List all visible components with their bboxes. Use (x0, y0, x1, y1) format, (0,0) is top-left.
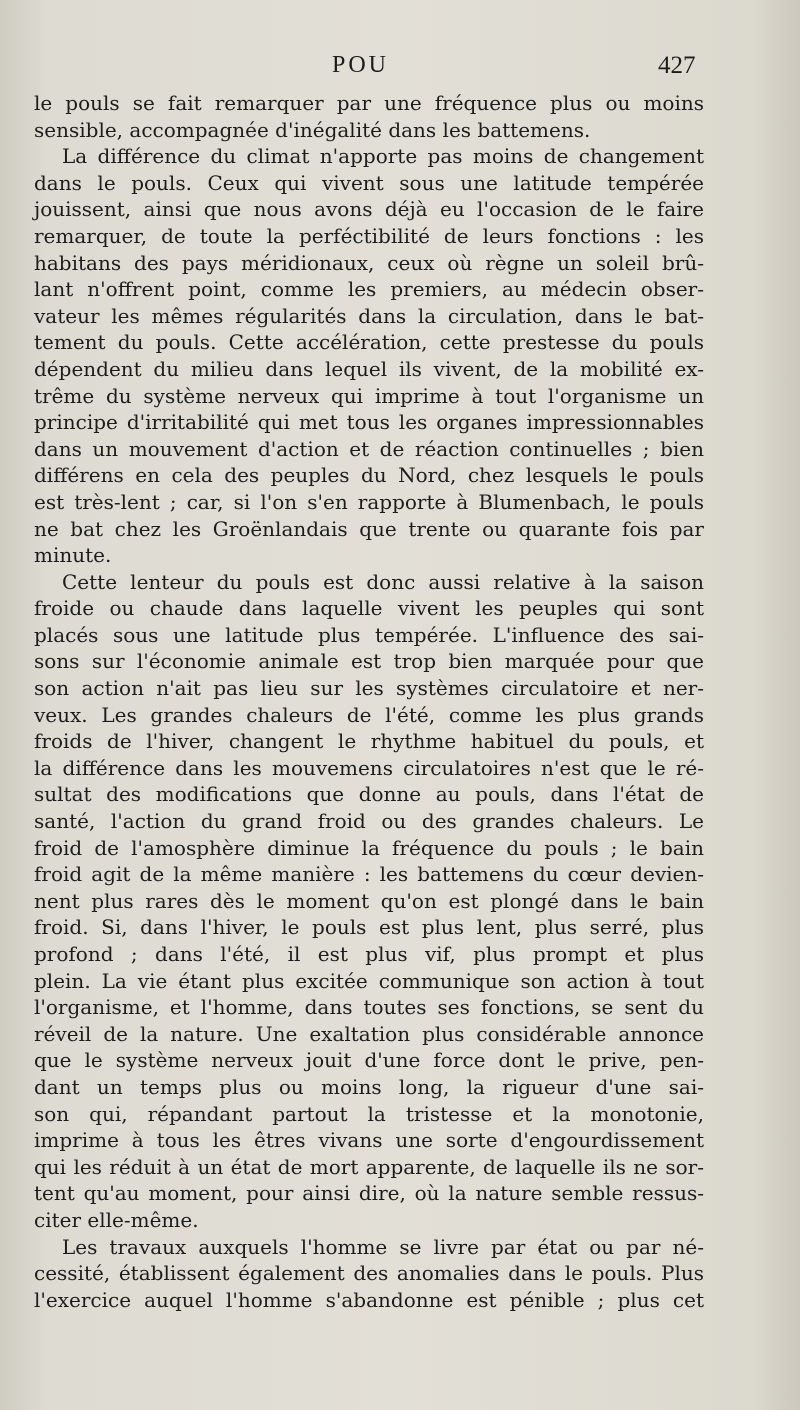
text-line: est très-lent ; car, si l'on s'en rapporte à Blumenbach, le pouls (34, 489, 704, 514)
text-line: froids de l'hiver, changent le rhythme habituel du pouls, et (34, 729, 704, 754)
paragraph (34, 1234, 704, 1314)
text-line: dans un mouvement d'action et de réaction continuelles ; bien (34, 436, 704, 461)
paragraph (34, 90, 704, 143)
text-line: principe d'irritabilité qui met tous les organes impressionnables (34, 410, 704, 435)
paragraph (34, 569, 704, 1234)
text-line: réveil de la nature. Une exaltation plus considérable annonce (34, 1021, 704, 1046)
text-line: jouissent, ainsi que nous avons déjà eu l'occasion de le faire (34, 197, 704, 222)
text-line: son qui, répandant partout la tristesse et la monotonie, (34, 1101, 704, 1126)
text-line: cessité, établissent également des anomalies dans le pouls. Plus (34, 1261, 704, 1286)
text-line: placés sous une latitude plus tempérée. L'influence des sai- (34, 622, 704, 647)
text-line: tement du pouls. Cette accélération, cette prestesse du pouls (34, 330, 704, 355)
text-line: vateur les mêmes régularités dans la circulation, dans le bat- (34, 303, 704, 328)
text-line: le pouls se fait remarquer par une fréquence plus ou moins (34, 91, 704, 115)
text-line: sons sur l'économie animale est trop bien marquée pour que (34, 649, 704, 674)
text-line: plein. La vie étant plus excitée communique son action à tout (34, 968, 704, 993)
text-line: Cette lenteur du pouls est donc aussi relative à la saison (62, 569, 704, 594)
body-text (34, 90, 704, 1313)
text-line: santé, l'action du grand froid ou des grandes chaleurs. Le (34, 809, 704, 834)
page-number: 427 (658, 52, 696, 79)
text-line: dant un temps plus ou moins long, la rigueur d'une sai- (34, 1074, 704, 1099)
text-line: veux. Les grandes chaleurs de l'été, comme les plus grands (34, 702, 704, 727)
text-line: imprime à tous les êtres vivans une sorte d'engourdissement (34, 1128, 704, 1153)
text-line: nent plus rares dès le moment qu'on est plongé dans le bain (34, 888, 704, 913)
text-line: trême du système nerveux qui imprime à tout l'organisme un (34, 383, 704, 408)
text-line: La différence du climat n'apporte pas moins de changement (62, 144, 704, 169)
text-line: froid de l'amosphère diminue la fréquence du pouls ; le bain (34, 835, 704, 860)
running-head-title: POU (332, 52, 390, 78)
text-line: que le système nerveux jouit d'une force dont le prive, pen- (34, 1048, 704, 1073)
text-line: minute. (34, 543, 112, 568)
text-line: son action n'ait pas lieu sur les systèmes circulatoire et ner- (34, 676, 704, 701)
text-line: dans le pouls. Ceux qui vivent sous une latitude tempérée (34, 170, 704, 195)
text-line: habitans des pays méridionaux, ceux où règne un soleil brû- (34, 250, 704, 275)
text-line: qui les réduit à un état de mort apparente, de laquelle ils ne sor- (34, 1154, 704, 1179)
paragraph (34, 143, 704, 569)
text-line: l'organisme, et l'homme, dans toutes ses fonctions, se sent du (34, 995, 704, 1020)
text-line: différens en cela des peuples du Nord, chez lesquels le pouls (34, 463, 704, 488)
text-line: sultat des modifications que donne au pouls, dans l'état de (34, 782, 704, 807)
text-line: dépendent du milieu dans lequel ils vivent, de la mobilité ex- (34, 356, 704, 381)
running-header (0, 52, 800, 86)
text-line: tent qu'au moment, pour ainsi dire, où la nature semble ressus- (34, 1181, 704, 1206)
text-line: Les travaux auxquels l'homme se livre par état ou par né- (62, 1234, 704, 1259)
text-line: froide ou chaude dans laquelle vivent les peuples qui sont (34, 596, 704, 621)
text-line: froid agit de la même manière : les battemens du cœur devien- (34, 862, 704, 887)
text-line: ne bat chez les Groënlandais que trente ou quarante fois par (34, 516, 704, 541)
text-line: remarquer, de toute la perféctibilité de leurs fonctions : les (34, 223, 704, 248)
text-line: sensible, accompagnée d'inégalité dans les battemens. (34, 117, 591, 142)
text-line: profond ; dans l'été, il est plus vif, plus prompt et plus (34, 942, 704, 966)
text-line: l'exercice auquel l'homme s'abandonne est pénible ; plus cet (34, 1287, 704, 1312)
text-line: lant n'offrent point, comme les premiers, au médecin obser- (34, 277, 704, 302)
text-line: la différence dans les mouvemens circulatoires n'est que le ré- (34, 755, 704, 780)
text-line: froid. Si, dans l'hiver, le pouls est plus lent, plus serré, plus (34, 915, 704, 940)
text-line: citer elle-même. (34, 1207, 199, 1232)
